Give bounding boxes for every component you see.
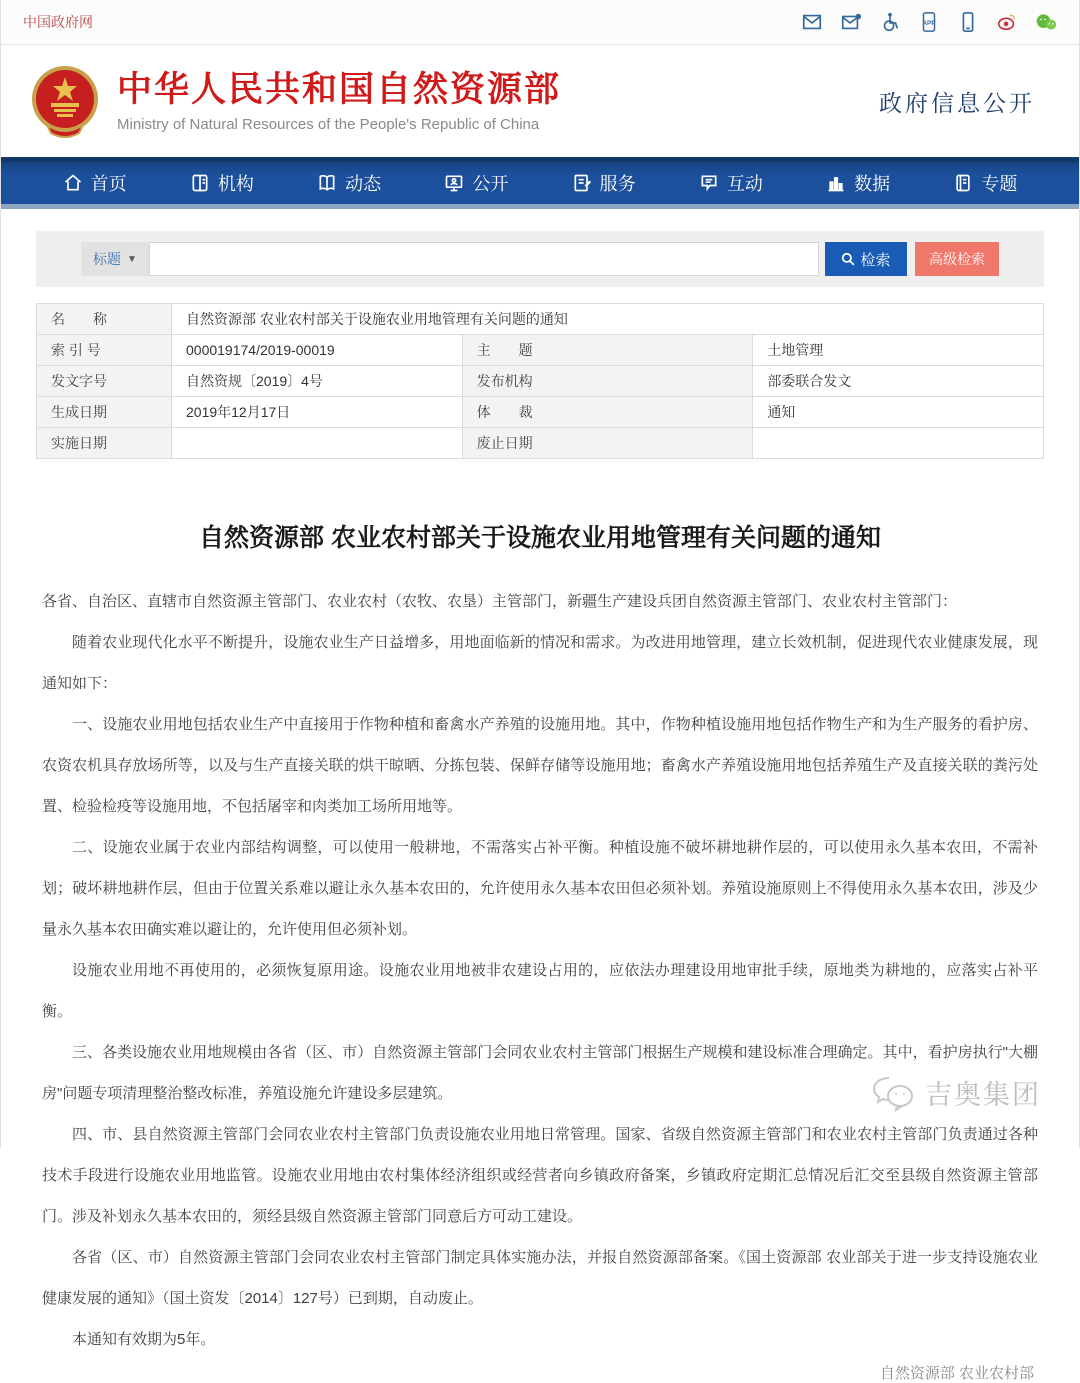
site-header	[1, 45, 1079, 157]
nav-label: 数据	[854, 174, 891, 194]
nav-label: 首页	[90, 174, 127, 194]
service-icon	[572, 173, 592, 193]
mobile-icon[interactable]	[957, 11, 979, 33]
nav-item-interaction[interactable]	[699, 170, 763, 196]
meta-value-subject: 土地管理	[753, 335, 1044, 366]
paragraph-intro: 随着农业现代化水平不断提升，设施农业生产日益增多，用地面临新的情况和需求。为改进用地管理，建立长效机制，促进现代农业健康发展，现通知如下：	[42, 634, 1038, 692]
paragraph-item-2: 二、设施农业属于农业内部结构调整，可以使用一般耕地，不需落实占补平衡。种植设施不破坏耕地耕作层的，可以使用永久基本农田，不需补划；破坏耕地耕作层，但由于位置关系难以避让永久基本农田的，允许使用永久基本农田但必须补划。养殖设施原则上不得使用永久基本农田，涉及少量永久基本农田确实难以避让的，允许使用但必须补划。	[42, 839, 1038, 938]
search-icon	[841, 252, 855, 266]
search-button[interactable]	[825, 242, 907, 276]
organization-icon	[190, 173, 210, 193]
meta-value-name: 自然资源部 农业农村部关于设施农业用地管理有关问题的通知	[172, 304, 1044, 335]
topic-icon	[953, 173, 973, 193]
interaction-icon	[699, 173, 719, 193]
wechat-bubbles-watermark-icon	[871, 1074, 917, 1112]
nav-item-data[interactable]	[826, 170, 890, 196]
paragraph-implementation: 各省（区、市）自然资源主管部门会同农业农村主管部门制定具体实施办法，并报自然资源部备案。《国土资源部 农业部关于进一步支持设施农业健康发展的通知》（国土资发〔2014〕127号）已到期，自动废止。	[42, 1249, 1038, 1307]
meta-label-docnum: 发文字号	[37, 366, 172, 397]
paragraph-salutation: 各省、自治区、直辖市自然资源主管部门、农业农村（农牧、农垦）主管部门，新疆生产建设兵团自然资源主管部门、农业农村主管部门：	[42, 593, 958, 610]
accessibility-icon[interactable]	[879, 11, 901, 33]
meta-value-repeal	[753, 428, 1044, 459]
document-signature: 自然资源部 农业农村部	[879, 1365, 1034, 1382]
search-bar	[36, 231, 1044, 287]
app-icon[interactable]	[918, 11, 940, 33]
nav-label: 机构	[217, 174, 254, 194]
advanced-search-button[interactable]: 高级检索	[915, 242, 999, 276]
meta-label-effective: 实施日期	[37, 428, 172, 459]
nav-label: 动态	[345, 174, 382, 194]
document-body	[36, 581, 1044, 1360]
paragraph-item-1: 一、设施农业用地包括农业生产中直接用于作物种植和畜禽水产养殖的设施用地。其中，作物种植设施用地包括作物生产和为生产服务的看护房、农资农机具存放场所等，以及与生产直接关联的烘干晾晒、分拣包装、保鲜存储等设施用地；畜禽水产养殖设施用地包括养殖生产及直接关联的粪污处置、检验检疫等设施用地，不包括屠宰和肉类加工场所用地等。	[42, 716, 1038, 815]
table-row	[37, 304, 1044, 335]
nav-item-service[interactable]	[572, 170, 636, 196]
gov-info-disclosure-link[interactable]: 政府信息公开	[879, 89, 1035, 116]
meta-value-genre: 通知	[753, 397, 1044, 428]
header-titles	[117, 70, 561, 133]
nav-label: 专题	[981, 174, 1018, 194]
search-button-label: 检索	[860, 251, 891, 269]
chevron-down-icon: ▼	[127, 253, 137, 265]
meta-label-genre: 体 裁	[462, 397, 753, 428]
disclosure-icon	[444, 173, 464, 193]
nav-label: 互动	[726, 174, 763, 194]
wechat-icon[interactable]	[1035, 11, 1057, 33]
page-content	[1, 209, 1079, 1383]
search-input[interactable]	[149, 242, 819, 276]
search-field-selector[interactable]	[81, 242, 149, 276]
nav-item-disclosure[interactable]	[444, 170, 508, 196]
paragraph-item-4: 四、市、县自然资源主管部门会同农业农村主管部门负责设施农业用地日常管理。国家、省级自然资源主管部门和农业农村主管部门负责通过各种技术手段进行设施农业用地监管。设施农业用地由农村集体经济组织或经营者向乡镇政府备案，乡镇政府定期汇总情况后汇交至县级自然资源主管部门。涉及补划永久基本农田的，须经县级自然资源主管部门同意后方可动工建设。	[42, 1126, 1038, 1225]
gov-site-link[interactable]: 中国政府网	[23, 14, 93, 30]
meta-value-effective	[172, 428, 463, 459]
watermark-text: 吉奥集团	[925, 1080, 1041, 1110]
meta-value-date: 2019年12月17日	[172, 397, 463, 428]
ministry-subtitle-en: Ministry of Natural Resources of the People's Republic of China	[117, 115, 540, 133]
table-row	[37, 428, 1044, 459]
table-row	[37, 397, 1044, 428]
data-icon	[826, 173, 846, 193]
mail-icon[interactable]	[801, 11, 823, 33]
search-field-label: 标题	[93, 251, 121, 267]
topbar-icon-group	[801, 11, 1057, 33]
paragraph-item-2b: 设施农业用地不再使用的，必须恢复原用途。设施农业用地被非农建设占用的，应依法办理建设用地审批手续，原地类为耕地的，应落实占补平衡。	[42, 962, 1038, 1020]
nav-item-organization[interactable]	[190, 170, 254, 196]
top-bar	[1, 0, 1079, 45]
meta-label-repeal: 废止日期	[462, 428, 753, 459]
meta-label-issuer: 发布机构	[462, 366, 753, 397]
weibo-icon[interactable]	[996, 11, 1018, 33]
meta-value-index: 000019174/2019-00019	[172, 335, 463, 366]
paragraph-item-3: 三、各类设施农业用地规模由各省（区、市）自然资源主管部门会同农业农村主管部门根据生产规模和建设标准合理确定。其中，看护房执行"大棚房"问题专项清理整治整改标准，养殖设施允许建设多层建筑。	[42, 1044, 1038, 1102]
table-row	[37, 335, 1044, 366]
meta-label-date: 生成日期	[37, 397, 172, 428]
nav-label: 公开	[472, 174, 509, 194]
meta-label-subject: 主 题	[462, 335, 753, 366]
document-title: 自然资源部 农业农村部关于设施农业用地管理有关问题的通知	[199, 524, 881, 552]
meta-label-name: 名 称	[37, 304, 172, 335]
watermark	[871, 1073, 1041, 1112]
ministry-title: 中华人民共和国自然资源部	[117, 69, 562, 109]
meta-label-index: 索 引 号	[37, 335, 172, 366]
document-meta-table	[36, 303, 1044, 459]
svg-text:APP: APP	[922, 19, 936, 27]
nav-item-topic[interactable]	[953, 170, 1017, 196]
news-icon	[317, 173, 337, 193]
meta-value-issuer: 部委联合发文	[753, 366, 1044, 397]
paragraph-validity: 本通知有效期为5年。	[72, 1331, 216, 1348]
nav-item-home[interactable]	[63, 170, 127, 196]
meta-value-docnum: 自然资规〔2019〕4号	[172, 366, 463, 397]
main-nav	[1, 157, 1079, 209]
mail-subscribe-icon[interactable]	[840, 11, 862, 33]
national-emblem-logo	[27, 63, 103, 139]
nav-label: 服务	[599, 174, 636, 194]
home-icon	[63, 173, 83, 193]
table-row	[37, 366, 1044, 397]
nav-item-news[interactable]	[317, 170, 381, 196]
